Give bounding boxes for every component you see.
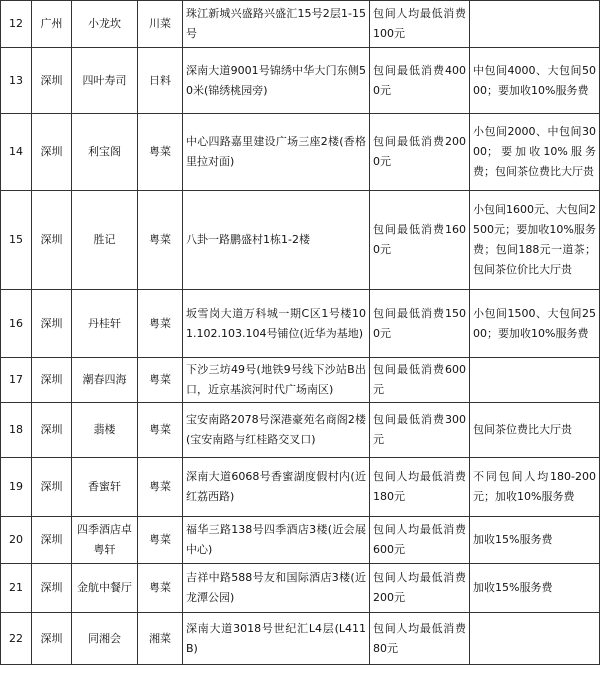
address-cell: 中心四路嘉里建设广场三座2楼(香格里拉对面) [183, 114, 370, 191]
row-number: 18 [1, 403, 32, 458]
table-row [1, 114, 600, 191]
table-row [1, 191, 600, 290]
restaurant-name-cell: 翡楼 [72, 403, 138, 458]
row-number: 17 [1, 358, 32, 403]
city-cell: 深圳 [32, 458, 72, 517]
address-cell: 下沙三坊49号(地铁9号线下沙站B出口，近京基滨河时代广场南区) [183, 358, 370, 403]
cuisine-cell: 粤菜 [138, 564, 183, 613]
minimum-spend-cell: 包间人均最低消费600元 [370, 517, 470, 564]
table-row [1, 458, 600, 517]
row-number: 22 [1, 613, 32, 665]
table-row [1, 613, 600, 665]
minimum-spend-cell: 包间最低消费4000元 [370, 48, 470, 114]
minimum-spend-cell: 包间最低消费600元 [370, 358, 470, 403]
cuisine-cell: 粤菜 [138, 403, 183, 458]
city-cell: 广州 [32, 1, 72, 48]
address-cell: 宝安南路2078号深港豪苑名商阁2楼(宝安南路与红桂路交叉口) [183, 403, 370, 458]
address-cell: 吉祥中路588号友和国际酒店3楼(近龙潭公园) [183, 564, 370, 613]
cuisine-cell: 川菜 [138, 1, 183, 48]
table-row [1, 403, 600, 458]
cuisine-cell: 日料 [138, 48, 183, 114]
minimum-spend-cell: 包间人均最低消费200元 [370, 564, 470, 613]
cuisine-cell: 粤菜 [138, 191, 183, 290]
restaurant-name-cell: 香蜜轩 [72, 458, 138, 517]
city-cell: 深圳 [32, 517, 72, 564]
city-cell: 深圳 [32, 48, 72, 114]
table-row [1, 358, 600, 403]
minimum-spend-cell: 包间最低消费2000元 [370, 114, 470, 191]
table-row [1, 290, 600, 358]
cuisine-cell: 湘菜 [138, 613, 183, 665]
minimum-spend-cell: 包间最低消费1500元 [370, 290, 470, 358]
cuisine-cell: 粤菜 [138, 290, 183, 358]
restaurant-name-cell: 同湘会 [72, 613, 138, 665]
row-number: 13 [1, 48, 32, 114]
note-cell [470, 613, 600, 665]
minimum-spend-cell: 包间人均最低消费100元 [370, 1, 470, 48]
restaurant-name-cell: 四叶寿司 [72, 48, 138, 114]
city-cell: 深圳 [32, 564, 72, 613]
cuisine-cell: 粤菜 [138, 517, 183, 564]
address-cell: 八卦一路鹏盛村1栋1-2楼 [183, 191, 370, 290]
address-cell: 福华三路138号四季酒店3楼(近会展中心) [183, 517, 370, 564]
note-cell: 小包间2000、中包间3000；要加收10%服务费；包间茶位费比大厅贵 [470, 114, 600, 191]
row-number: 19 [1, 458, 32, 517]
address-cell: 深南大道3018号世纪汇L4层(L411B) [183, 613, 370, 665]
table-row [1, 517, 600, 564]
city-cell: 深圳 [32, 358, 72, 403]
restaurant-name-cell: 潮春四海 [72, 358, 138, 403]
row-number: 16 [1, 290, 32, 358]
restaurant-name-cell: 四季酒店卓粤轩 [72, 517, 138, 564]
city-cell: 深圳 [32, 290, 72, 358]
table-row [1, 564, 600, 613]
note-cell: 加收15%服务费 [470, 564, 600, 613]
note-cell: 小包间1500、大包间2500；要加收10%服务费 [470, 290, 600, 358]
cuisine-cell: 粤菜 [138, 114, 183, 191]
note-cell [470, 358, 600, 403]
address-cell: 深南大道9001号锦绣中华大门东侧50米(锦绣桃园旁) [183, 48, 370, 114]
note-cell: 不同包间人均180-200元；加收10%服务费 [470, 458, 600, 517]
city-cell: 深圳 [32, 613, 72, 665]
note-cell: 小包间1600元、大包间2500元；要加收10%服务费；包间188元一道茶；包间茶位价比大厅贵 [470, 191, 600, 290]
minimum-spend-cell: 包间最低消费300元 [370, 403, 470, 458]
minimum-spend-cell: 包间人均最低消费180元 [370, 458, 470, 517]
address-cell: 珠江新城兴盛路兴盛汇15号2层1-15号 [183, 1, 370, 48]
note-cell [470, 1, 600, 48]
city-cell: 深圳 [32, 191, 72, 290]
restaurant-name-cell: 小龙坎 [72, 1, 138, 48]
row-number: 12 [1, 1, 32, 48]
city-cell: 深圳 [32, 403, 72, 458]
row-number: 21 [1, 564, 32, 613]
minimum-spend-cell: 包间最低消费1600元 [370, 191, 470, 290]
table-row [1, 1, 600, 48]
city-cell: 深圳 [32, 114, 72, 191]
table-row [1, 48, 600, 114]
restaurant-name-cell: 丹桂轩 [72, 290, 138, 358]
note-cell: 包间茶位费比大厅贵 [470, 403, 600, 458]
row-number: 20 [1, 517, 32, 564]
row-number: 15 [1, 191, 32, 290]
address-cell: 坂雪岗大道万科城一期C区1号楼101.102.103.104号铺位(近华为基地) [183, 290, 370, 358]
note-cell: 加收15%服务费 [470, 517, 600, 564]
cuisine-cell: 粤菜 [138, 358, 183, 403]
row-number: 14 [1, 114, 32, 191]
address-cell: 深南大道6068号香蜜湖度假村内(近红荔西路) [183, 458, 370, 517]
restaurant-name-cell: 利宝阁 [72, 114, 138, 191]
restaurant-name-cell: 胜记 [72, 191, 138, 290]
cuisine-cell: 粤菜 [138, 458, 183, 517]
restaurant-name-cell: 金航中餐厅 [72, 564, 138, 613]
minimum-spend-cell: 包间人均最低消费80元 [370, 613, 470, 665]
note-cell: 中包间4000、大包间5000；要加收10%服务费 [470, 48, 600, 114]
